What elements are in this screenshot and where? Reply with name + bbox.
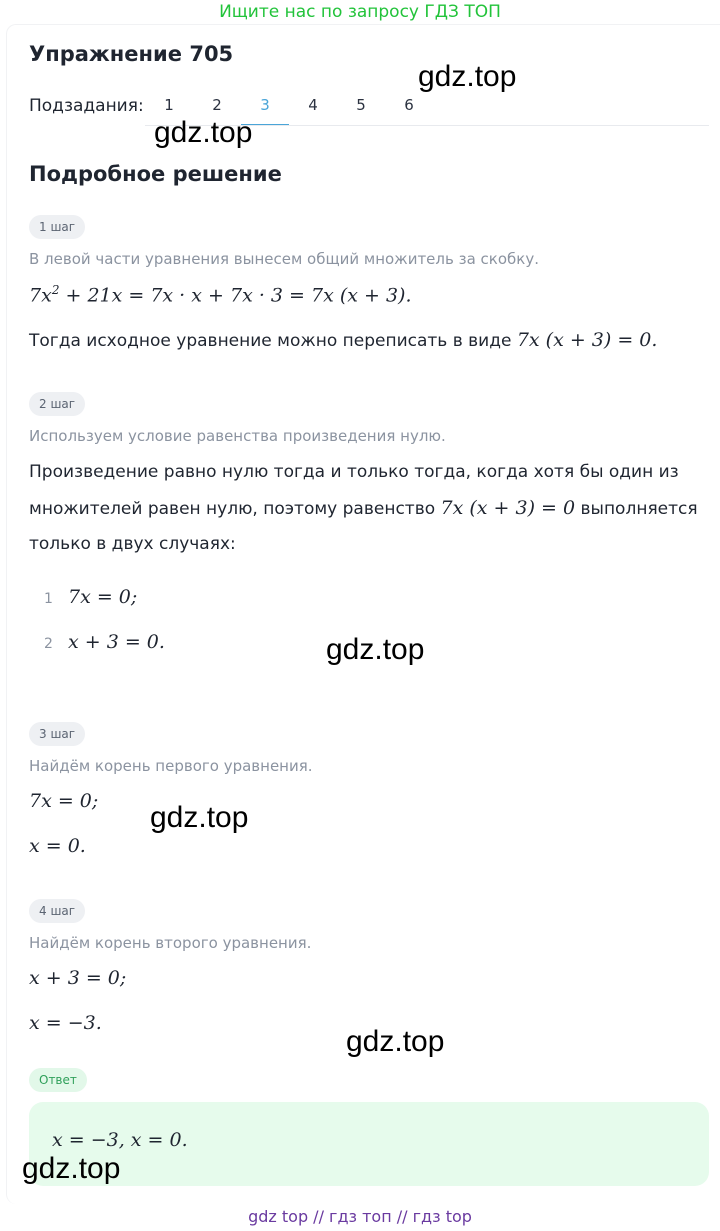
watermark: gdz.top	[326, 633, 425, 666]
step-badge-2: 2 шаг	[29, 392, 85, 416]
step-3-formula-1: 7x = 0;	[29, 790, 99, 812]
step-2-text-line2: множителей равен нулю, поэтому равенство 7x (x + 3) = 0 выполняется	[29, 497, 698, 519]
exercise-title: Упражнение 705	[29, 42, 234, 66]
subtask-tab-6[interactable]: 6	[404, 96, 414, 114]
watermark: gdz.top	[418, 60, 517, 93]
step-1-text: Тогда исходное уравнение можно переписать в виде 7x (x + 3) = 0.	[29, 329, 658, 351]
step-4-formula-1: x + 3 = 0;	[29, 967, 127, 989]
answer-formula: x = −3, x = 0.	[52, 1129, 188, 1151]
step-hint-2: Используем условие равенства произведения нулю.	[29, 427, 446, 445]
subtasks-label: Подзадания:	[29, 96, 144, 116]
list-number-1: 1	[44, 591, 53, 607]
step-badge-4: 4 шаг	[29, 899, 85, 923]
step-3-formula-2: x = 0.	[29, 835, 86, 857]
answer-badge: Ответ	[29, 1068, 87, 1092]
case-1-formula: 7x = 0;	[68, 586, 138, 608]
case-2-formula: x + 3 = 0.	[68, 631, 165, 653]
step-hint-4: Найдём корень второго уравнения.	[29, 934, 312, 952]
step-2-text-line3: только в двух случаях:	[29, 534, 236, 554]
step-1-formula: $7x^2 + 21x = 7x \cdot x + 7x \cdot 3 = 7x$ (x + 3).	[29, 283, 412, 307]
step-4-formula-2: x = −3.	[29, 1012, 102, 1034]
step-hint-1: В левой части уравнения вынесем общий множитель за скобку.	[29, 250, 539, 268]
footer-links[interactable]: gdz top // гдз топ // гдз top	[248, 1207, 472, 1226]
watermark: gdz.top	[346, 1025, 445, 1058]
watermark: gdz.top	[22, 1152, 121, 1185]
subtask-tab-1[interactable]: 1	[164, 96, 174, 114]
step-hint-3: Найдём корень первого уравнения.	[29, 757, 313, 775]
subtask-tab-2[interactable]: 2	[212, 96, 222, 114]
list-number-2: 2	[44, 636, 53, 652]
subtask-tab-3[interactable]: 3	[241, 88, 289, 126]
watermark: gdz.top	[154, 116, 253, 149]
watermark: gdz.top	[150, 801, 249, 834]
search-banner: Ищите нас по запросу ГДЗ ТОП	[219, 2, 501, 22]
step-badge-3: 3 шаг	[29, 722, 85, 746]
subtask-tab-5[interactable]: 5	[356, 96, 366, 114]
subtask-tab-4[interactable]: 4	[308, 96, 318, 114]
step-badge-1: 1 шаг	[29, 215, 85, 239]
step-2-text-line1: Произведение равно нулю тогда и только тогда, когда хотя бы один из	[29, 462, 679, 482]
section-title: Подробное решение	[29, 162, 282, 186]
